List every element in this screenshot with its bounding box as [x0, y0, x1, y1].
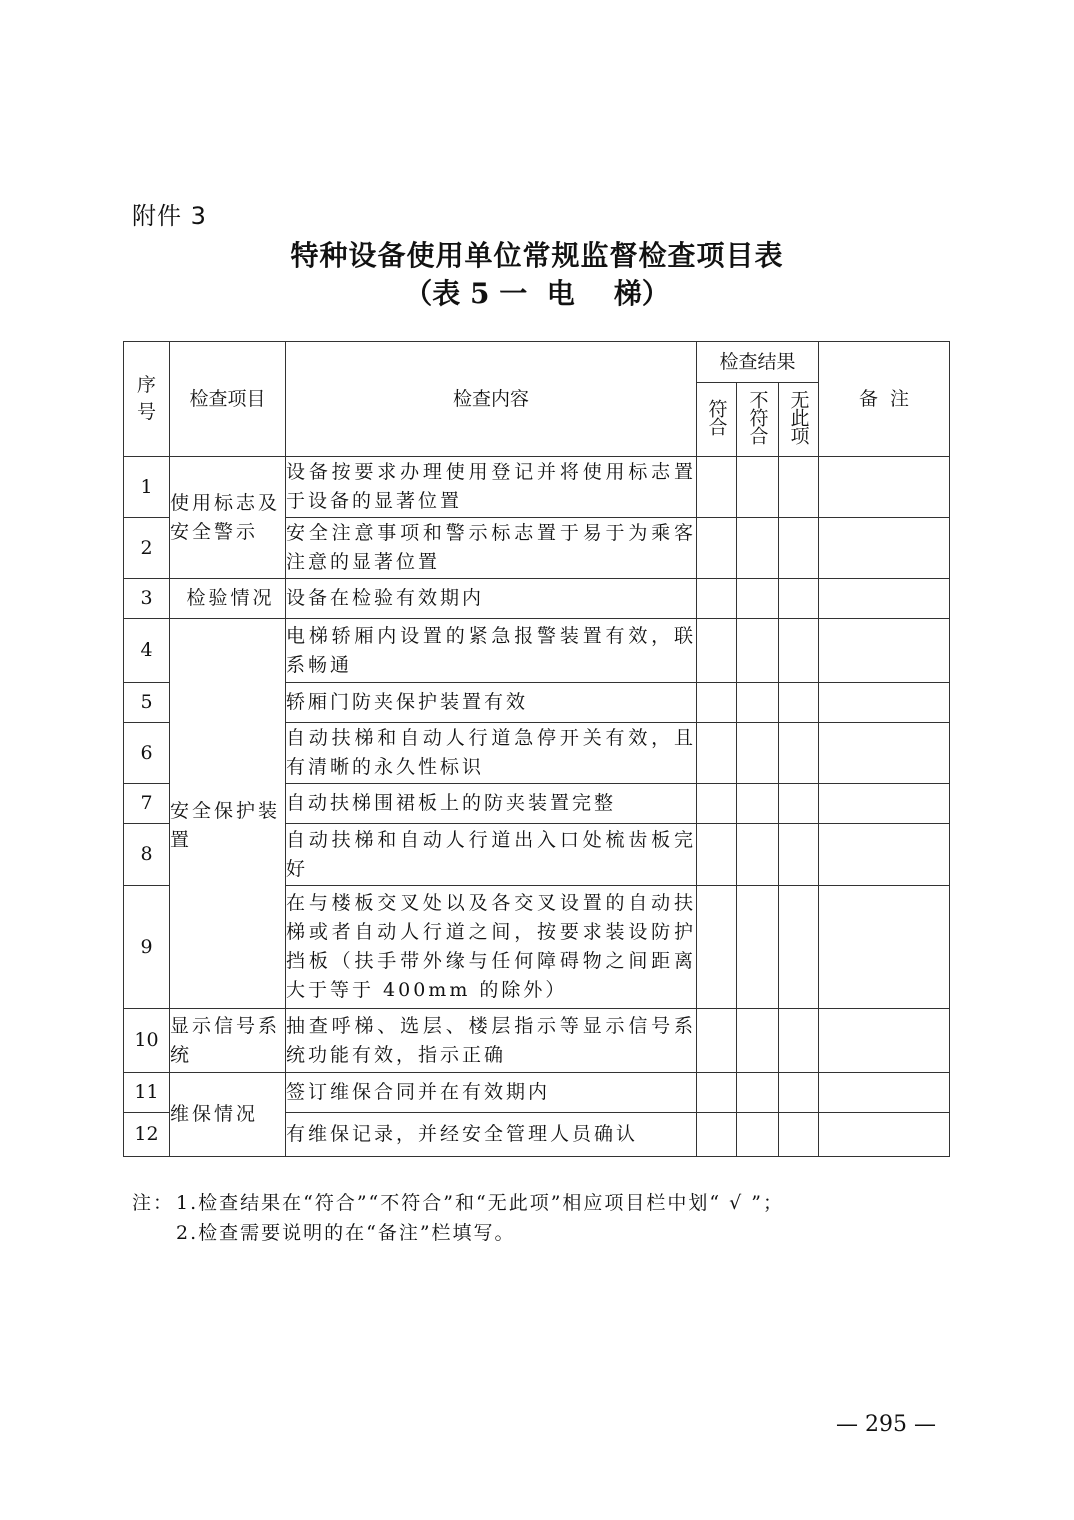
pass-cell[interactable]: [697, 683, 737, 723]
pass-cell[interactable]: [697, 1113, 737, 1157]
table-row: [124, 1009, 950, 1073]
row-number: 10: [124, 1009, 170, 1073]
result-pass-label: 符合: [705, 399, 728, 435]
attachment-label: 附件 3: [132, 202, 207, 230]
pass-cell[interactable]: [697, 723, 737, 784]
na-cell[interactable]: [779, 723, 819, 784]
remark-cell[interactable]: [819, 457, 950, 518]
row-content: 抽查呼梯、选层、楼层指示等显示信号系统功能有效，指示正确: [286, 1009, 697, 1073]
row-content: 设备按要求办理使用登记并将使用标志置于设备的显著位置: [286, 457, 697, 518]
fail-cell[interactable]: [737, 683, 779, 723]
row-number: 5: [124, 683, 170, 723]
document-subtitle: （表 5 一 电 梯）: [404, 277, 670, 310]
fail-cell[interactable]: [737, 579, 779, 619]
pass-cell[interactable]: [697, 1073, 737, 1113]
remark-cell[interactable]: [819, 886, 950, 1009]
remark-cell[interactable]: [819, 518, 950, 579]
row-content: 电梯轿厢内设置的紧急报警装置有效，联系畅通: [286, 619, 697, 683]
pass-cell[interactable]: [697, 886, 737, 1009]
item-maintenance: 维保情况: [170, 1073, 286, 1157]
notes: [132, 1188, 784, 1248]
row-content: 自动扶梯和自动人行道出入口处梳齿板完好: [286, 824, 697, 886]
fail-cell[interactable]: [737, 619, 779, 683]
item-usage-sign: 使用标志及安全警示: [170, 457, 286, 579]
fail-cell[interactable]: [737, 886, 779, 1009]
fail-cell[interactable]: [737, 723, 779, 784]
fail-cell[interactable]: [737, 518, 779, 579]
na-cell[interactable]: [779, 1073, 819, 1113]
remark-cell[interactable]: [819, 683, 950, 723]
row-number: 6: [124, 723, 170, 784]
row-number: 9: [124, 886, 170, 1009]
row-number: 7: [124, 784, 170, 824]
item-safety: 安全保护装置: [170, 619, 286, 1009]
document-title: 特种设备使用单位常规监督检查项目表: [290, 239, 784, 272]
pass-cell[interactable]: [697, 457, 737, 518]
remark-cell[interactable]: [819, 1113, 950, 1157]
row-number: 3: [124, 579, 170, 619]
row-content: 轿厢门防夹保护装置有效: [286, 683, 697, 723]
pass-cell[interactable]: [697, 579, 737, 619]
row-content: 在与楼板交叉处以及各交叉设置的自动扶梯或者自动人行道之间，按要求装设防护挡板（扶手带外缘与任何障碍物之间距离大于等于 400mm 的除外）: [286, 886, 697, 1009]
col-result-na: [779, 383, 819, 457]
col-result-header: 检查结果: [697, 342, 819, 383]
fail-cell[interactable]: [737, 1113, 779, 1157]
na-cell[interactable]: [779, 457, 819, 518]
row-content: 自动扶梯围裙板上的防夹装置完整: [286, 784, 697, 824]
result-fail-label: 不符合: [746, 390, 769, 444]
row-number: 8: [124, 824, 170, 886]
col-seq-header: [124, 342, 170, 457]
na-cell[interactable]: [779, 1009, 819, 1073]
na-cell[interactable]: [779, 683, 819, 723]
col-content-header: 检查内容: [286, 342, 697, 457]
row-number: 2: [124, 518, 170, 579]
remark-cell[interactable]: [819, 579, 950, 619]
na-cell[interactable]: [779, 1113, 819, 1157]
row-number: 12: [124, 1113, 170, 1157]
na-cell[interactable]: [779, 886, 819, 1009]
col-result-pass: [697, 383, 737, 457]
table-row: [124, 619, 950, 683]
note-line-1: [132, 1188, 784, 1218]
inspection-table: [123, 341, 950, 1157]
col-item-header: 检查项目: [170, 342, 286, 457]
table-row: [124, 457, 950, 518]
page-number: — 295 —: [836, 1412, 936, 1437]
row-number: 1: [124, 457, 170, 518]
fail-cell[interactable]: [737, 1073, 779, 1113]
row-content: 自动扶梯和自动人行道急停开关有效，且有清晰的永久性标识: [286, 723, 697, 784]
result-na-label: 无此项: [787, 390, 810, 444]
remark-cell[interactable]: [819, 784, 950, 824]
header-row: [124, 342, 950, 383]
row-content: 有维保记录，并经安全管理人员确认: [286, 1113, 697, 1157]
pass-cell[interactable]: [697, 784, 737, 824]
pass-cell[interactable]: [697, 824, 737, 886]
note-label: 注：: [132, 1192, 175, 1214]
na-cell[interactable]: [779, 579, 819, 619]
remark-cell[interactable]: [819, 1009, 950, 1073]
table-row: [124, 579, 950, 619]
remark-cell[interactable]: [819, 824, 950, 886]
note-text-1: 1.检查结果在“符合”“不符合”和“无此项”相应项目栏中划“ √ ”；: [176, 1192, 785, 1214]
remark-cell[interactable]: [819, 723, 950, 784]
na-cell[interactable]: [779, 619, 819, 683]
fail-cell[interactable]: [737, 457, 779, 518]
pass-cell[interactable]: [697, 1009, 737, 1073]
item-signal: 显示信号系统: [170, 1009, 286, 1073]
fail-cell[interactable]: [737, 784, 779, 824]
fail-cell[interactable]: [737, 1009, 779, 1073]
table-row: [124, 1073, 950, 1113]
col-result-fail: [737, 383, 779, 457]
col-remark-header: 备 注: [819, 342, 950, 457]
remark-cell[interactable]: [819, 1073, 950, 1113]
na-cell[interactable]: [779, 784, 819, 824]
item-inspection: 检验情况: [170, 579, 286, 619]
pass-cell[interactable]: [697, 619, 737, 683]
remark-cell[interactable]: [819, 619, 950, 683]
row-content: 签订维保合同并在有效期内: [286, 1073, 697, 1113]
row-number: 11: [124, 1073, 170, 1113]
pass-cell[interactable]: [697, 518, 737, 579]
na-cell[interactable]: [779, 518, 819, 579]
row-content: 安全注意事项和警示标志置于易于为乘客注意的显著位置: [286, 518, 697, 579]
col-seq-label: 序号: [136, 373, 156, 423]
row-number: 4: [124, 619, 170, 683]
fail-cell[interactable]: [737, 824, 779, 886]
row-content: 设备在检验有效期内: [286, 579, 697, 619]
na-cell[interactable]: [779, 824, 819, 886]
note-line-2: 2.检查需要说明的在“备注”栏填写。: [176, 1222, 516, 1244]
